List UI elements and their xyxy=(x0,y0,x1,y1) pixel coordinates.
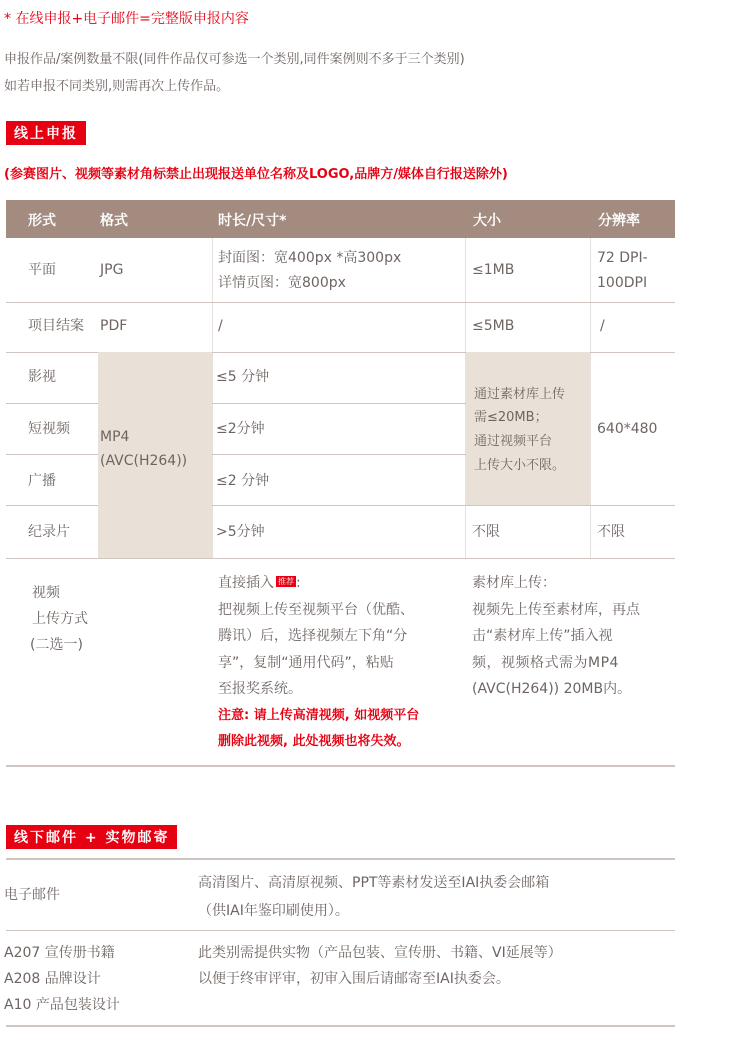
offline-item-2: A208 品牌设计 xyxy=(4,971,101,987)
video-size-2: 需≤20MB； xyxy=(474,410,548,425)
direct-line-1: 把视频上传至视频平台（优酷、 xyxy=(218,601,414,618)
online-note: (参赛图片、视频等素材角标禁止出现报送单位名称及LOGO,品牌方/媒体自行报送除外) xyxy=(4,167,508,182)
direct-title-colon: : xyxy=(296,575,301,591)
library-line-4: (AVC(H264)) 20MB内。 xyxy=(472,681,632,697)
row-divider xyxy=(6,454,98,455)
library-line-2: 击“素材库上传”插入视 xyxy=(472,628,613,644)
intro-title: * 在线申报+电子邮件=完整版申报内容 xyxy=(4,11,249,27)
row-documentary-form: 纪录片 xyxy=(28,524,70,540)
row-project-format: PDF xyxy=(100,318,128,334)
row-short-duration: ≤2分钟 xyxy=(216,421,265,437)
header-filesize: 大小 xyxy=(473,213,501,229)
header-format: 格式 xyxy=(100,213,128,229)
row-divider xyxy=(212,505,675,506)
offline-items-desc-2: 以便于终审评审，初审入围后请邮寄至IAI执委会。 xyxy=(198,971,510,987)
direct-title-text: 直接插入 xyxy=(218,575,274,591)
direct-line-4: 至报奖系统。 xyxy=(218,681,302,697)
row-print-form: 平面 xyxy=(28,262,56,278)
video-resolution: 640*480 xyxy=(597,421,658,437)
video-size-3: 通过视频平台 xyxy=(474,434,553,449)
intro-line-2: 如若申报不同类别,则需再次上传作品。 xyxy=(4,79,230,94)
row-project-res: / xyxy=(600,318,605,334)
video-size-4: 上传大小不限。 xyxy=(474,458,566,473)
row-film-form: 影视 xyxy=(28,369,56,385)
upload-form-1: 视频 xyxy=(32,585,60,601)
header-duration-size: 时长/尺寸* xyxy=(218,213,287,229)
direct-line-3: 享”，复制“通用代码”，粘贴 xyxy=(218,654,394,671)
upload-form-2: 上传方式 xyxy=(32,611,88,627)
header-resolution: 分辨率 xyxy=(598,213,640,229)
offline-item-1: A207 宣传册书籍 xyxy=(4,945,115,961)
video-format-cell xyxy=(98,352,212,558)
header-form: 形式 xyxy=(28,213,56,229)
online-section-label: 线上申报 xyxy=(6,121,86,145)
offline-top-divider xyxy=(6,858,675,860)
email-label: 电子邮件 xyxy=(4,887,60,903)
row-project-form: 项目结案 xyxy=(28,318,84,334)
offline-row-divider xyxy=(6,930,675,931)
row-project-size: / xyxy=(218,318,223,334)
row-radio-duration: ≤2 分钟 xyxy=(216,473,270,489)
row-short-form: 短视频 xyxy=(28,421,70,437)
warning-line-2: 删除此视频, 此处视频也将失效。 xyxy=(218,734,410,749)
video-format-2: (AVC(H264)) xyxy=(100,453,188,469)
video-format-1: MP4 xyxy=(100,429,130,445)
row-print-res-2: 100DPI xyxy=(597,275,648,291)
video-filesize-cell xyxy=(466,352,590,505)
offline-bottom-divider xyxy=(6,1025,675,1027)
column-divider xyxy=(212,238,213,558)
row-print-format: JPG xyxy=(100,262,124,278)
row-print-res-1: 72 DPI- xyxy=(597,250,648,266)
row-divider xyxy=(6,558,675,559)
row-project-filesize: ≤5MB xyxy=(472,318,515,334)
video-size-1: 通过素材库上传 xyxy=(474,387,566,402)
table-header xyxy=(6,200,675,238)
offline-items-desc-1: 此类别需提供实物（产品包装、宣传册、书籍、VI延展等） xyxy=(198,945,562,961)
row-divider xyxy=(212,403,466,404)
library-line-3: 频，视频格式需为MP4 xyxy=(472,654,619,671)
row-film-duration: ≤5 分钟 xyxy=(216,369,270,385)
row-divider xyxy=(6,403,98,404)
offline-section-label: 线下邮件 + 实物邮寄 xyxy=(6,825,177,849)
email-desc-2: （供IAI年鉴印刷使用）。 xyxy=(198,903,349,919)
row-documentary-duration: >5分钟 xyxy=(216,524,265,540)
upload-direct-title xyxy=(218,570,458,597)
row-documentary-res: 不限 xyxy=(597,524,625,540)
column-divider xyxy=(590,238,591,558)
row-divider xyxy=(212,454,466,455)
row-print-size-2: 详情页图：宽800px xyxy=(218,275,346,291)
library-line-1: 视频先上传至素材库，再点 xyxy=(472,601,640,618)
library-title: 素材库上传： xyxy=(472,575,556,591)
email-desc-1: 高清图片、高清原视频、PPT等素材发送至IAI执委会邮箱 xyxy=(198,875,550,891)
recommended-badge: 推荐 xyxy=(278,577,294,586)
upload-library-block xyxy=(472,570,677,703)
upload-direct-block xyxy=(218,570,458,756)
row-divider xyxy=(6,302,675,303)
row-print-size-1: 封面图：宽400px *高300px xyxy=(218,250,402,266)
table-bottom-divider xyxy=(6,765,675,767)
offline-item-3: A10 产品包装设计 xyxy=(4,997,120,1013)
upload-form-3: (二选一) xyxy=(30,637,83,653)
direct-line-2: 腾讯）后，选择视频左下角“分 xyxy=(218,628,408,644)
warning-line-1: 注意: 请上传高清视频, 如视频平台 xyxy=(218,707,420,723)
intro-line-1: 申报作品/案例数量不限(同件作品仅可参选一个类别,同件案例则不多于三个类别) xyxy=(4,52,465,67)
row-divider xyxy=(6,505,98,506)
row-print-filesize: ≤1MB xyxy=(472,262,515,278)
row-documentary-filesize: 不限 xyxy=(472,524,500,540)
row-radio-form: 广播 xyxy=(28,473,56,489)
